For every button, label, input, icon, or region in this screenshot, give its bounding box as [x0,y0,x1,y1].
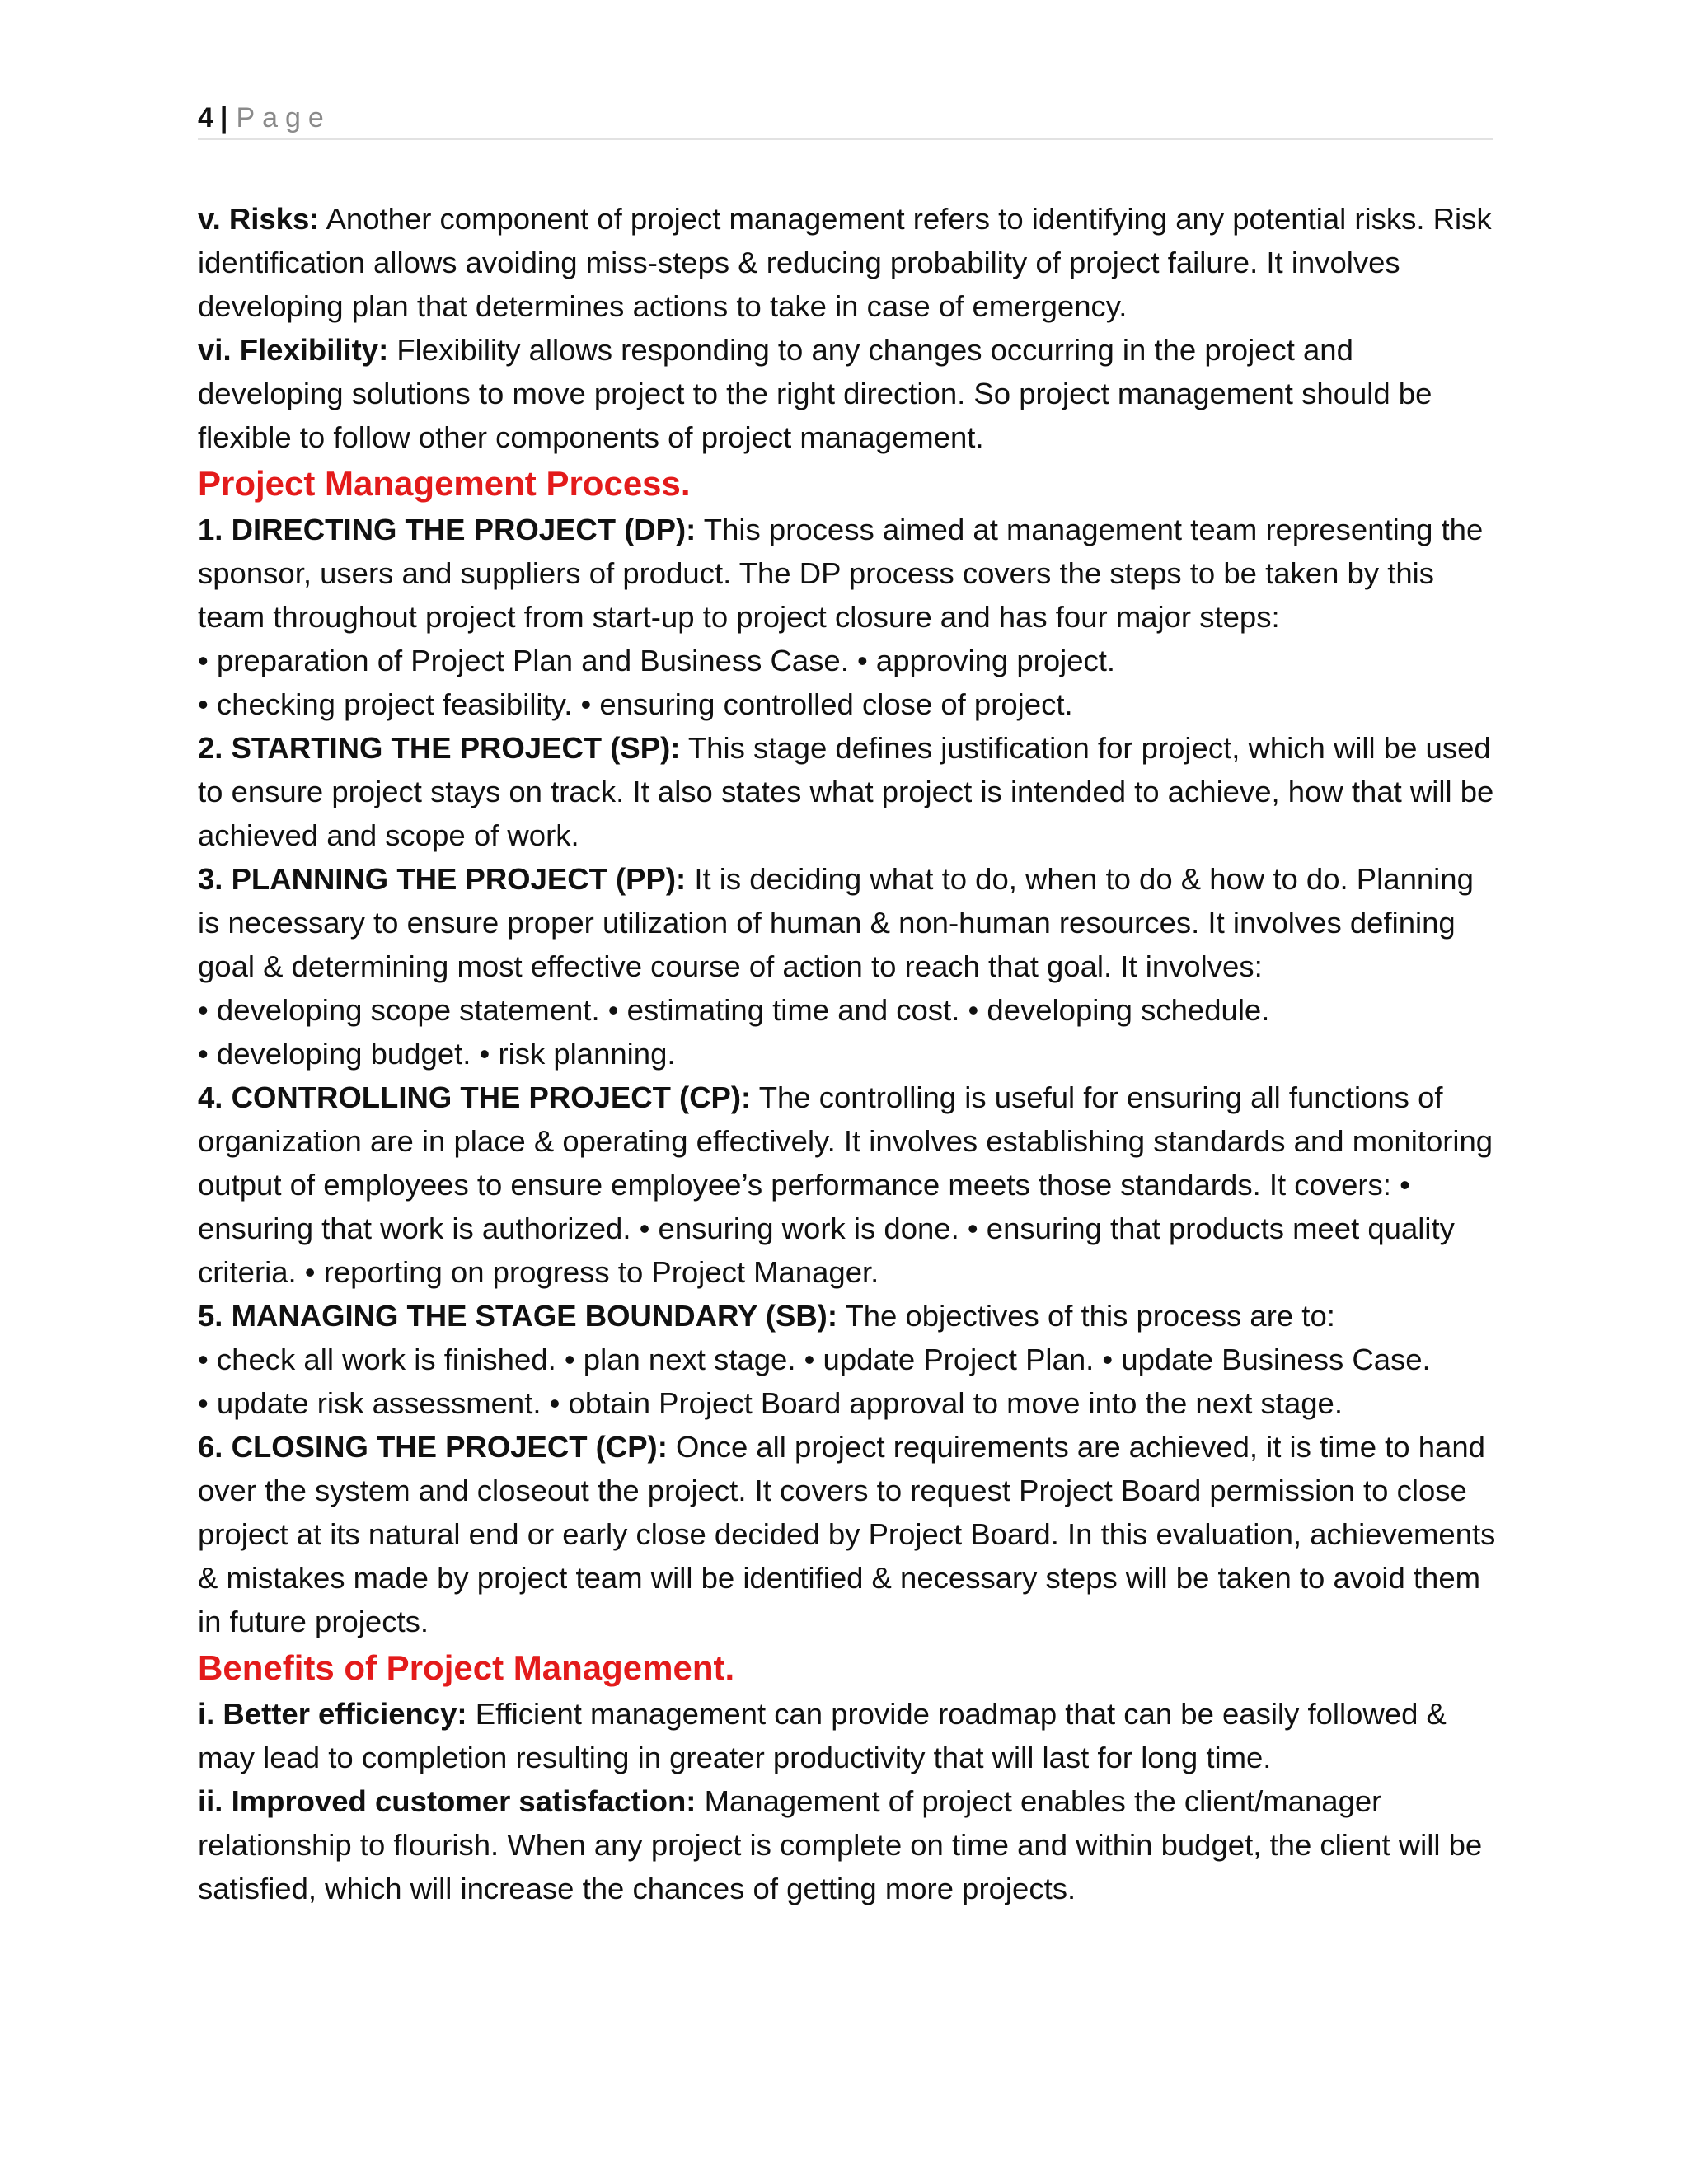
planning-bullets-line-2: • developing budget. • risk planning. [198,1037,676,1071]
section-heading-process: Project Management Process. [198,464,691,503]
stage-boundary-text: The objectives of this process are to: [837,1299,1335,1333]
paragraph-satisfaction [198,1779,1500,1910]
paragraph-controlling [198,1076,1500,1294]
satisfaction-label: ii. Improved customer satisfaction: [198,1784,696,1818]
controlling-text: The controlling is useful for ensuring all functions of organization are in place & operating effectively. It involves establishing standards and monitoring output of employees to ensure employee’s performance meets those standards. It covers: • ensuring that work is authorized. • ensuring work is done. • ensuring that products meet quality criteria. • reporting on progress to Project Manager. [198,1080,1493,1289]
header-separator: | [219,102,228,134]
risks-label: v. Risks: [198,202,320,236]
efficiency-text: Efficient management can provide roadmap that can be easily followed & may lead to completion resulting in greater productivity that will last for long time. [198,1697,1447,1774]
risks-text: Another component of project management refers to identifying any potential risks. Risk identification allows avoiding miss-steps & reducing probability of project failure. It involves developing plan that determines actions to take in case of emergency. [198,202,1492,323]
paragraph-starting [198,726,1500,857]
directing-label: 1. DIRECTING THE PROJECT (DP): [198,513,696,546]
planning-text: It is deciding what to do, when to do & how to do. Planning is necessary to ensure proper utilization of human & non-human resources. It involves defining goal & determining most effective course of action to reach that goal. It involves: [198,862,1474,983]
paragraph-risks [198,197,1500,328]
page-label: Page [236,102,331,134]
flexibility-text: Flexibility allows responding to any changes occurring in the project and developing solutions to move project to the right direction. So project management should be flexible to follow other components of project management. [198,333,1432,454]
flexibility-label: vi. Flexibility: [198,333,389,367]
paragraph-stage-boundary [198,1294,1500,1338]
directing-bullets-line-1: • preparation of Project Plan and Business Case. • approving project. [198,644,1116,677]
directing-text: This process aimed at management team representing the sponsor, users and suppliers of product. The DP process covers the steps to be taken by this team throughout project from start-up to project closure and has four major steps: [198,513,1484,634]
paragraph-flexibility [198,328,1500,459]
starting-text: This stage defines justification for project, which will be used to ensure project stays on track. It also states what project is intended to achieve, how that will be achieved and scope of work. [198,731,1494,852]
closing-label: 6. CLOSING THE PROJECT (CP): [198,1430,668,1464]
efficiency-label: i. Better efficiency: [198,1697,467,1731]
page-content [198,197,1500,1910]
planning-label: 3. PLANNING THE PROJECT (PP): [198,862,687,896]
page-header [198,97,1493,140]
paragraph-closing [198,1425,1500,1643]
page-number: 4 [198,102,213,134]
planning-bullets-line-1: • developing scope statement. • estimating time and cost. • developing schedule. [198,993,1270,1027]
controlling-label: 4. CONTROLLING THE PROJECT (CP): [198,1080,752,1114]
paragraph-efficiency [198,1692,1500,1779]
paragraph-planning [198,857,1500,988]
paragraph-directing [198,508,1500,639]
stage-boundary-label: 5. MANAGING THE STAGE BOUNDARY (SB): [198,1299,837,1333]
stage-boundary-bullets-line-1: • check all work is finished. • plan next stage. • update Project Plan. • update Business Case. [198,1343,1431,1376]
starting-label: 2. STARTING THE PROJECT (SP): [198,731,681,765]
closing-text: Once all project requirements are achieved, it is time to hand over the system and closeout the project. It covers to request Project Board permission to close project at its natural end or early close decided by Project Board. In this evaluation, achievements & mistakes made by project team will be identified & necessary steps will be taken to avoid them in future projects. [198,1430,1496,1638]
stage-boundary-bullets-line-2: • update risk assessment. • obtain Project Board approval to move into the next stage. [198,1386,1343,1420]
directing-bullets-line-2: • checking project feasibility. • ensuring controlled close of project. [198,687,1073,721]
section-heading-benefits: Benefits of Project Management. [198,1648,735,1687]
satisfaction-text: Management of project enables the client/manager relationship to flourish. When any project is complete on time and within budget, the client will be satisfied, which will increase the chances of getting more projects. [198,1784,1483,1905]
